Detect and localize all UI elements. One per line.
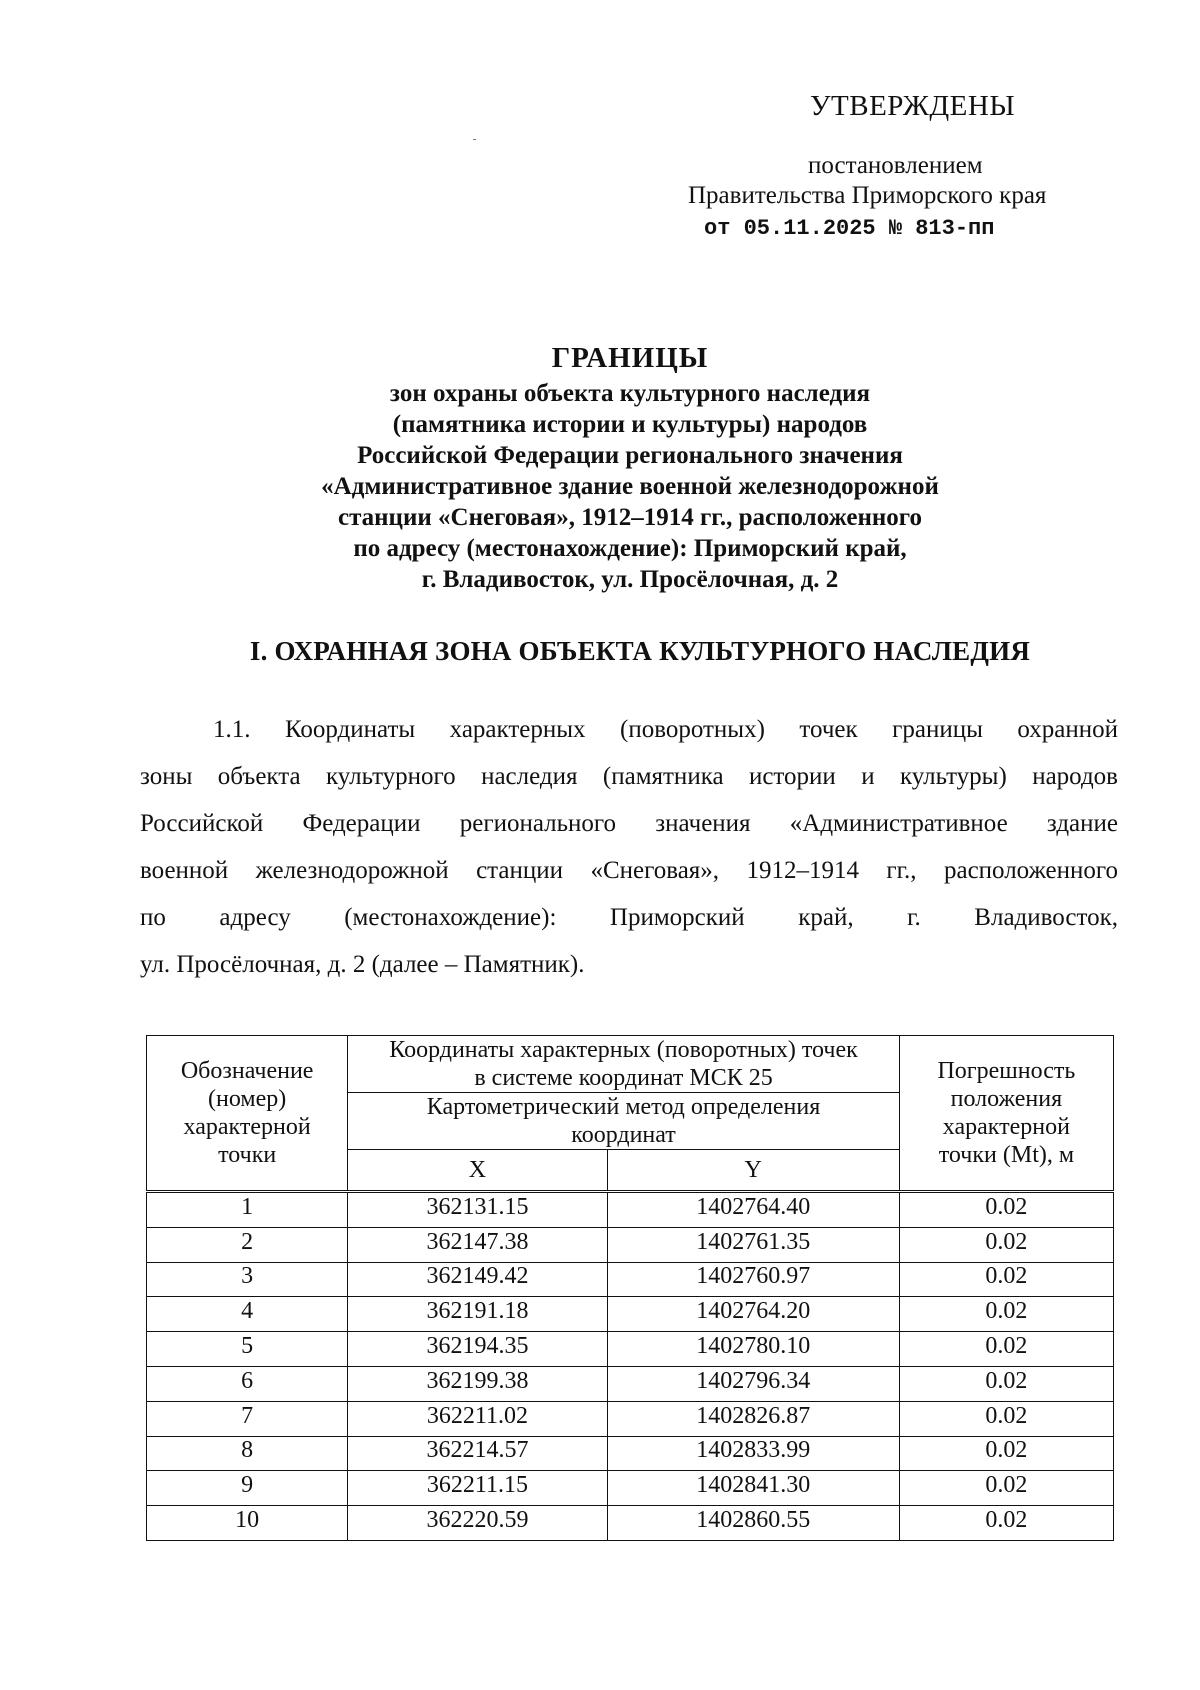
section-heading: I. ОХРАННАЯ ЗОНА ОБЪЕКТА КУЛЬТУРНОГО НАСЛЕДИЯ: [249, 636, 1031, 666]
table-row: [147, 1262, 1114, 1297]
cell-x: 362211.02: [348, 1401, 607, 1436]
cell-y: 1402764.20: [607, 1297, 899, 1332]
cell-y: 1402826.87: [607, 1401, 899, 1436]
title-line: станции «Снеговая», 1912–1914 гг., расположенного: [337, 504, 923, 531]
paragraph-word: Приморский: [609, 904, 745, 931]
cell-n: 5: [147, 1332, 348, 1367]
paragraph-word: Координаты: [284, 716, 416, 743]
scan-speck: [473, 139, 476, 140]
cell-mt: 0.02: [899, 1401, 1113, 1436]
paragraph-word: по: [140, 904, 166, 931]
cell-n: 3: [147, 1262, 348, 1297]
title-line: «Административное здание военной железнодорожной: [321, 473, 939, 500]
cell-n: 6: [147, 1366, 348, 1401]
cell-x: 362131.15: [348, 1192, 607, 1228]
paragraph-word: г.: [907, 904, 921, 931]
cell-mt: 0.02: [899, 1506, 1113, 1541]
cell-mt: 0.02: [899, 1297, 1113, 1332]
cell-n: 4: [147, 1297, 348, 1332]
paragraph-word: границы: [892, 716, 983, 743]
paragraph-line: [140, 847, 1118, 894]
paragraph-word: истории: [748, 763, 836, 790]
table-row: [147, 1366, 1114, 1401]
header-position-error: Погрешность положения характерной точки (Mt), м: [899, 1036, 1113, 1192]
paragraph-word: здание: [1046, 810, 1118, 837]
coordinates-table: [146, 1035, 1114, 1541]
cell-n: 7: [147, 1401, 348, 1436]
cell-x: 362220.59: [348, 1506, 607, 1541]
header-y: Y: [607, 1150, 899, 1192]
paragraph-line: [140, 894, 1118, 941]
title-line: по адресу (местонахождение): Приморский край,: [353, 535, 907, 562]
paragraph-word: (поворотных): [620, 716, 765, 743]
cell-y: 1402764.40: [607, 1192, 899, 1228]
table-row: [147, 1227, 1114, 1262]
paragraph-word: наследия: [481, 763, 578, 790]
paragraph-word: Владивосток,: [974, 904, 1118, 931]
paragraph-word: значения: [655, 810, 751, 837]
paragraph-word: регионального: [459, 810, 617, 837]
cell-x: 362199.38: [348, 1366, 607, 1401]
cell-x: 362214.57: [348, 1436, 607, 1471]
table-row: [147, 1471, 1114, 1506]
cell-y: 1402860.55: [607, 1506, 899, 1541]
cell-mt: 0.02: [899, 1332, 1113, 1367]
document-title: [200, 342, 1060, 595]
paragraph-word: расположенного: [943, 857, 1118, 884]
paragraph-word: Российской: [140, 810, 264, 837]
cell-y: 1402796.34: [607, 1366, 899, 1401]
cell-n: 8: [147, 1436, 348, 1471]
title-line: Российской Федерации регионального значения: [357, 442, 903, 469]
title-line: зон охраны объекта культурного наследия: [389, 380, 871, 407]
title-line: г. Владивосток, ул. Просёлочная, д. 2: [421, 566, 839, 593]
paragraph-word: Федерации: [302, 810, 421, 837]
cell-n: 9: [147, 1471, 348, 1506]
approved-label: УТВЕРЖДЕНЫ: [810, 90, 1016, 122]
paragraph-word: зоны: [140, 763, 193, 790]
paragraph-line: [140, 941, 1118, 988]
paragraph-word: ул. Просёлочная, д. 2 (далее – Памятник).: [140, 951, 585, 978]
table-row: [147, 1401, 1114, 1436]
cell-mt: 0.02: [899, 1436, 1113, 1471]
title-line: (памятника истории и культуры) народов: [392, 411, 868, 438]
paragraph-word: объекта: [217, 763, 301, 790]
cell-x: 362211.15: [348, 1471, 607, 1506]
cell-mt: 0.02: [899, 1192, 1113, 1228]
header-method: Картометрический метод определения координат: [348, 1093, 900, 1150]
paragraph-line: [140, 706, 1118, 753]
paragraph-word: «Административное: [789, 810, 1008, 837]
cell-x: 362147.38: [348, 1227, 607, 1262]
cell-x: 362191.18: [348, 1297, 607, 1332]
paragraph-word: характерных: [449, 716, 586, 743]
cell-y: 1402833.99: [607, 1436, 899, 1471]
table-row: [147, 1506, 1114, 1541]
cell-x: 362194.35: [348, 1332, 607, 1367]
paragraph-word: народов: [1032, 763, 1118, 790]
table-row: [147, 1436, 1114, 1471]
coordinates-table-body: [147, 1192, 1114, 1541]
paragraph-word: культурного: [325, 763, 456, 790]
cell-mt: 0.02: [899, 1262, 1113, 1297]
title-main: ГРАНИЦЫ: [551, 342, 709, 374]
cell-mt: 0.02: [899, 1366, 1113, 1401]
table-row: [147, 1192, 1114, 1228]
paragraph-word: 1.1.: [213, 716, 251, 743]
approving-authority: Правительства Приморского края: [688, 182, 1047, 209]
paragraph-word: железнодорожной: [255, 857, 449, 884]
header-coordinates: Координаты характерных (поворотных) точек в системе координат МСК 25: [348, 1036, 900, 1093]
cell-n: 10: [147, 1506, 348, 1541]
body-paragraph: [140, 706, 1118, 988]
paragraph-word: (памятника: [602, 763, 724, 790]
approved-by-label: постановлением: [808, 152, 983, 179]
paragraph-word: охранной: [1017, 716, 1118, 743]
cell-n: 1: [147, 1192, 348, 1228]
paragraph-word: военной: [140, 857, 229, 884]
paragraph-word: точек: [799, 716, 858, 743]
cell-y: 1402760.97: [607, 1262, 899, 1297]
header-x: X: [348, 1150, 607, 1192]
cell-mt: 0.02: [899, 1227, 1113, 1262]
cell-y: 1402761.35: [607, 1227, 899, 1262]
table-row: [147, 1297, 1114, 1332]
header-point-designation: Обозначение (номер) характерной точки: [147, 1036, 348, 1192]
cell-y: 1402841.30: [607, 1471, 899, 1506]
paragraph-word: «Снеговая»,: [590, 857, 720, 884]
paragraph-word: станции: [476, 857, 564, 884]
cell-n: 2: [147, 1227, 348, 1262]
cell-mt: 0.02: [899, 1471, 1113, 1506]
cell-x: 362149.42: [348, 1262, 607, 1297]
paragraph-word: край,: [798, 904, 854, 931]
paragraph-line: [140, 753, 1118, 800]
paragraph-word: адресу: [219, 904, 291, 931]
paragraph-word: культуры): [899, 763, 1007, 790]
decree-number: от 05.11.2025 № 813-пп: [704, 216, 995, 241]
paragraph-word: 1912–1914: [746, 857, 859, 884]
cell-y: 1402780.10: [607, 1332, 899, 1367]
paragraph-word: (местонахождение):: [344, 904, 557, 931]
table-row: [147, 1332, 1114, 1367]
paragraph-word: и: [861, 763, 875, 790]
paragraph-line: [140, 800, 1118, 847]
paragraph-word: гг.,: [886, 857, 917, 884]
